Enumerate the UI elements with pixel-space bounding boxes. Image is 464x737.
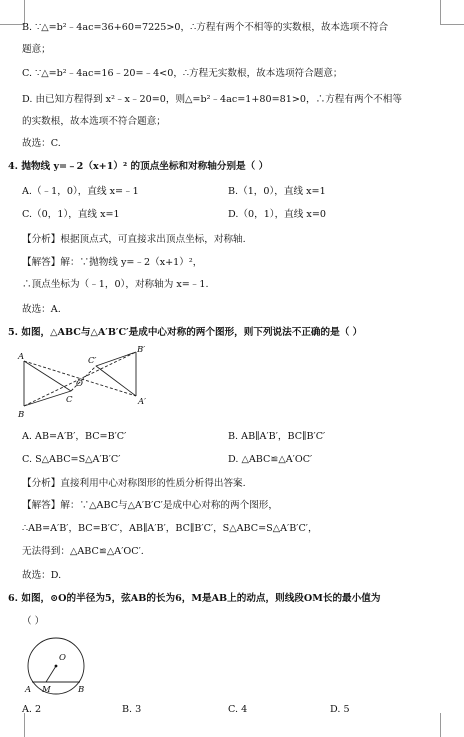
crop-mark-tr-h bbox=[440, 24, 464, 25]
solution-5: 【解答】解：∵△ABC与△A′B′C′是成中心对称的两个图形， bbox=[22, 500, 278, 511]
fig6-label-a: A bbox=[25, 685, 32, 695]
option-6a: A. 2 bbox=[22, 704, 42, 715]
fig5-segment-bc bbox=[24, 391, 71, 406]
fig5-segment-a1c1 bbox=[96, 366, 136, 396]
option-5d: D. △ABC≌△A′OC′ bbox=[228, 454, 313, 465]
solution-5-step: 无法得到：△ABC≌△A′OC′. bbox=[22, 546, 144, 557]
crop-mark-br-v bbox=[440, 713, 441, 737]
figure-6-diagram bbox=[12, 636, 102, 702]
text-line: D. 由已知方程得到 x²﹣x﹣20=0，则△=b²﹣4ac=1+80=81>0，∴方程有两个不相等 bbox=[22, 94, 402, 105]
option-6b: B. 3 bbox=[122, 704, 142, 715]
fig5-segment-b1c1 bbox=[96, 352, 136, 366]
text-line: 题意； bbox=[22, 44, 51, 55]
solution-4-step: ∴顶点坐标为（﹣1，0），对称轴为 x=﹣1. bbox=[22, 279, 209, 290]
crop-mark-bl-v bbox=[24, 713, 25, 737]
option-4d: D.（0，1），直线 x=0 bbox=[228, 209, 326, 220]
option-5c: C. S△ABC=S△A′B′C′ bbox=[22, 454, 121, 465]
option-5a: A. AB=A′B′，BC=B′C′ bbox=[22, 431, 127, 442]
answer-4: 故选：A. bbox=[22, 304, 61, 315]
option-6c: C. 4 bbox=[228, 704, 248, 715]
question-5: 5. 如图，△ABC与△A′B′C′是成中心对称的两个图形，则下列说法不正确的是（ ） bbox=[8, 327, 363, 338]
fig5-segment-cc1 bbox=[71, 366, 96, 391]
fig6-segment-om bbox=[46, 666, 56, 682]
crop-mark-tl-v bbox=[24, 0, 25, 24]
analysis-4: 【分析】根据顶点式，可直接求出顶点坐标，对称轴. bbox=[22, 234, 246, 245]
option-4c: C.（0，1），直线 x=1 bbox=[22, 209, 120, 220]
fig5-label-a: A bbox=[18, 352, 25, 362]
fig5-label-c1: C′ bbox=[88, 356, 97, 366]
question-4: 4. 抛物线 y=﹣2（x+1）² 的顶点坐标和对称轴分别是（ ） bbox=[8, 161, 269, 172]
fig6-label-o: O bbox=[59, 653, 66, 663]
question-6-blank: （ ） bbox=[22, 616, 45, 627]
fig5-label-a1: A′ bbox=[138, 397, 147, 407]
option-5b: B. AB∥A′B′，BC∥B′C′ bbox=[228, 431, 326, 442]
text-line: B. ∵△=b²﹣4ac=36+60=7225>0，∴方程有两个不相等的实数根，故本选项不符合 bbox=[22, 22, 389, 33]
option-4b: B.（1，0），直线 x=1 bbox=[228, 186, 326, 197]
option-6d: D. 5 bbox=[330, 704, 350, 715]
figure-5-diagram bbox=[16, 344, 186, 424]
fig5-segment-ac bbox=[24, 361, 71, 391]
fig6-label-b: B bbox=[78, 685, 85, 695]
option-4a: A.（﹣1，0），直线 x=﹣1 bbox=[22, 186, 139, 197]
answer-5: 故选：D. bbox=[22, 570, 62, 581]
fig6-label-m: M bbox=[42, 685, 51, 695]
fig6-center-dot bbox=[55, 665, 58, 668]
text-line: C. ∵△=b²﹣4ac=16﹣20=﹣4<0，∴方程无实数根，故本选项符合题意； bbox=[22, 68, 343, 79]
fig5-label-c: C bbox=[66, 395, 73, 405]
fig5-label-b: B bbox=[18, 410, 25, 420]
answer-line: 故选：C. bbox=[22, 138, 61, 149]
crop-mark-tr-v bbox=[440, 0, 441, 24]
text-line: 的实数根，故本选项不符合题意； bbox=[22, 116, 166, 127]
solution-4: 【解答】解：∵抛物线 y=﹣2（x+1）²， bbox=[22, 257, 203, 268]
fig5-label-b1: B′ bbox=[137, 345, 146, 355]
solution-5-step: ∴AB=A′B′，BC=B′C′，AB∥A′B′，BC∥B′C′，S△ABC=S△A′B′C′， bbox=[22, 523, 318, 534]
crop-mark-tl-h bbox=[0, 24, 24, 25]
analysis-5: 【分析】直接利用中心对称图形的性质分析得出答案. bbox=[22, 478, 246, 489]
question-6: 6. 如图，⊙O的半径为5，弦AB的长为6，M是AB上的动点，则线段OM长的最小值为 bbox=[8, 593, 381, 604]
fig5-label-o: O bbox=[76, 379, 83, 389]
